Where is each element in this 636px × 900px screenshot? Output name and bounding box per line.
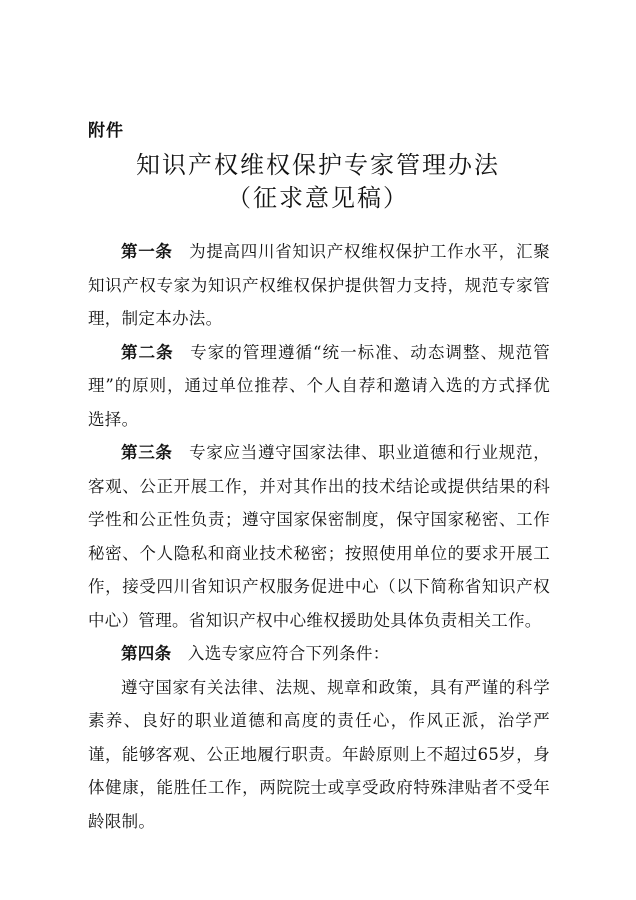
article-4-paragraph <box>88 637 550 671</box>
article-text: 遵守国家有关法律、法规、规章和政策，具有严谨的科学素养、良好的职业道德和高度的责任心，作风正派，治学严谨，能够客观、公正地履行职责。年龄原则上不超过65岁，身体健康，能胜任工作，两院院士或享受政府特殊津贴者不受年龄限制。 <box>88 677 550 831</box>
article-text: 入选专家应符合下列条件： <box>187 644 390 663</box>
article-3-paragraph <box>88 436 550 637</box>
document-body <box>88 235 550 838</box>
article-number: 第一条 <box>121 242 173 261</box>
article-text: 专家的管理遵循“统一标准、动态调整、规范管理”的原则，通过单位推荐、个人自荐和邀请入选的方式择优选择。 <box>88 342 550 429</box>
article-text: 专家应当遵守国家法律、职业道德和行业规范，客观、公正开展工作，并对其作出的技术结论或提供结果的科学性和公正性负责；遵守国家保密制度，保守国家秘密、工作秘密、个人隐私和商业技术秘密；按照使用单位的要求开展工作，接受四川省知识产权服务促进中心（以下简称省知识产权中心）管理。省知识产权中心维权援助处具体负责相关工作。 <box>88 443 550 630</box>
document-title: 知识产权维权保护专家管理办法 <box>136 151 500 179</box>
article-2-paragraph <box>88 336 550 437</box>
article-1-paragraph <box>88 235 550 336</box>
attachment-label: 附件 <box>88 121 124 141</box>
document-subtitle: （征求意见稿） <box>227 184 409 212</box>
article-number: 第三条 <box>121 443 173 462</box>
article-number: 第四条 <box>121 644 172 663</box>
article-text: 为提高四川省知识产权维权保护工作水平，汇聚知识产权专家为知识产权维权保护提供智力支持，规范专家管理，制定本办法。 <box>88 242 550 328</box>
article-number: 第二条 <box>121 342 174 362</box>
conditions-paragraph <box>88 671 550 839</box>
